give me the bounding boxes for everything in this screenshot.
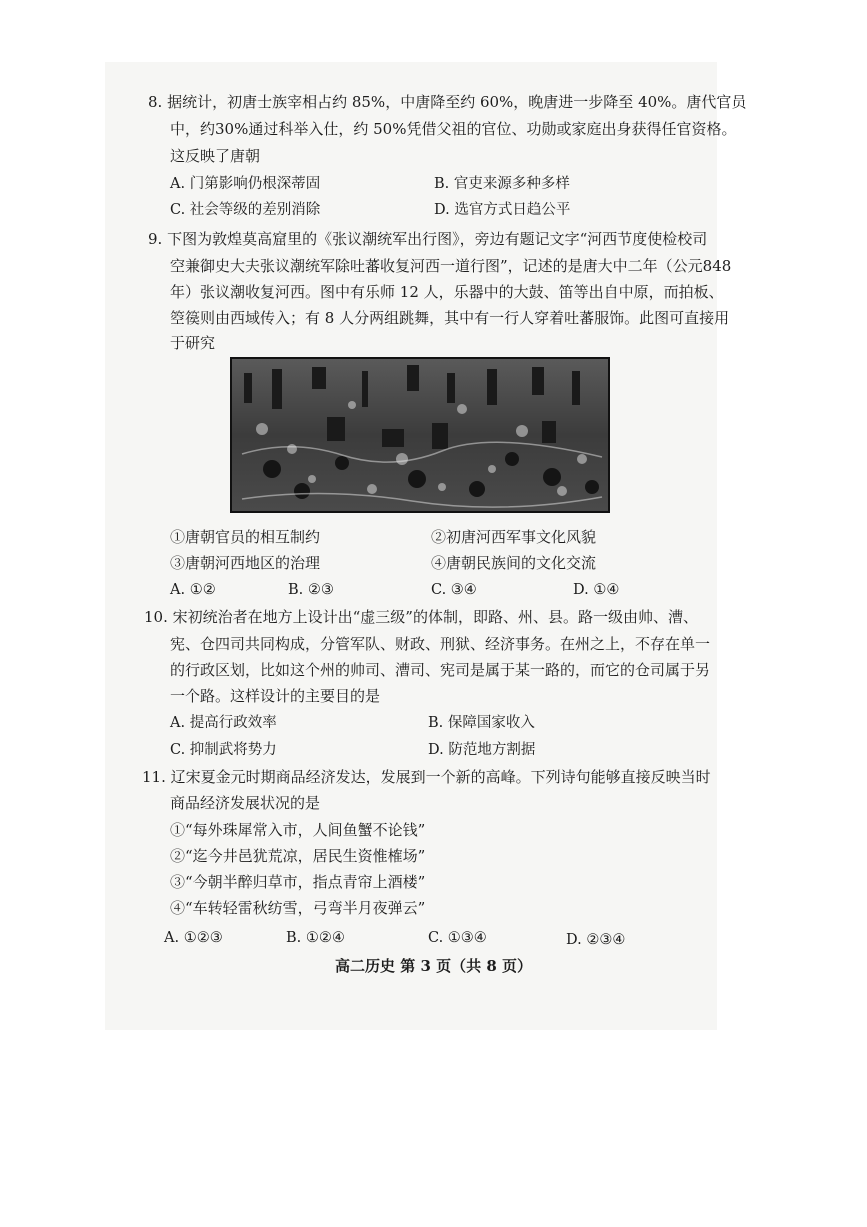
question-9-option-b: B. ②③ [288, 582, 334, 598]
question-10-option-c: C. 抑制武将势力 [170, 742, 277, 758]
question-9-item-1: ①唐朝官员的相互制约 [170, 528, 321, 546]
question-8-stem-line-2: 中，约30%通过科举入仕，约 50%凭借父祖的官位、功勋或家庭出身获得任官资格。 [170, 120, 737, 138]
question-10-option-d: D. 防范地方割据 [428, 742, 536, 758]
page-footer: 高二历史 第 3 页（共 8 页） [335, 957, 532, 975]
question-9-item-3: ③唐朝河西地区的治理 [170, 554, 321, 572]
question-9-item-2: ②初唐河西军事文化风貌 [431, 528, 597, 546]
question-11-option-a: A. ①②③ [164, 930, 223, 946]
question-8-stem-line-1: 8. 据统计，初唐士族宰相占约 85%，中唐降至约 60%，晚唐进一步降至 40%。唐代官员 [148, 93, 747, 111]
question-8-stem-line-3: 这反映了唐朝 [170, 147, 261, 165]
question-8-option-d: D. 选官方式日趋公平 [434, 202, 571, 218]
question-11-stem-line-2: 商品经济发展状况的是 [170, 794, 321, 812]
question-10-option-a: A. 提高行政效率 [170, 715, 277, 731]
question-11-item-4: ④“车转轻雷秋纺雪，弓弯半月夜弹云” [170, 899, 426, 917]
question-8-option-a: A. 门第影响仍根深蒂固 [170, 176, 321, 192]
question-11-option-d: D. ②③④ [566, 932, 626, 948]
question-8-option-b: B. 官吏来源多种多样 [434, 176, 570, 192]
question-9-item-4: ④唐朝民族间的文化交流 [431, 554, 597, 572]
question-10-stem-line-3: 的行政区划，比如这个州的帅司、漕司、宪司是属于某一路的，而它的仓司属于另 [170, 661, 711, 679]
question-11-item-2: ②“迄今井邑犹荒凉，居民生资惟榷场” [170, 847, 426, 865]
question-9-stem-line-3: 年）张议潮收复河西。图中有乐师 12 人，乐器中的大鼓、笛等出自中原，而拍板、 [170, 283, 724, 301]
question-9-stem-line-4: 箜篌则由西域传入；有 8 人分两组跳舞，其中有一行人穿着吐蕃服饰。此图可直接用 [170, 309, 730, 327]
question-8-option-c: C. 社会等级的差别消除 [170, 202, 321, 218]
question-9-stem-line-2: 空兼御史大夫张议潮统军除吐蕃收复河西一道行图”，记述的是唐大中二年（公元848 [170, 257, 732, 275]
question-10-stem-line-2: 宪、仓四司共同构成，分管军队、财政、刑狱、经济事务。在州之上，不存在单一 [170, 635, 711, 653]
question-11-option-c: C. ①③④ [428, 930, 487, 946]
question-11-option-b: B. ①②④ [286, 930, 345, 946]
question-11-item-1: ①“每外珠犀常入市，人间鱼蟹不论钱” [170, 821, 426, 839]
question-10-stem-line-4: 一个路。这样设计的主要目的是 [170, 687, 381, 705]
question-9-stem-line-1: 9. 下图为敦煌莫高窟里的《张议潮统军出行图》，旁边有题记文字“河西节度使检校司 [148, 230, 708, 248]
question-9-stem-line-5: 于研究 [170, 334, 216, 352]
mural-picture [230, 357, 610, 513]
question-9-option-c: C. ③④ [431, 582, 477, 598]
question-10-stem-line-1: 10. 宋初统治者在地方上设计出“虚三级”的体制，即路、州、县。路一级由帅、漕、 [144, 608, 698, 626]
question-9-option-a: A. ①② [170, 582, 216, 598]
question-11-stem-line-1: 11. 辽宋夏金元时期商品经济发达，发展到一个新的高峰。下列诗句能够直接反映当时 [142, 768, 711, 786]
question-10-option-b: B. 保障国家收入 [428, 715, 535, 731]
question-11-item-3: ③“今朝半醉归草市，指点青帘上酒楼” [170, 873, 426, 891]
question-9-option-d: D. ①④ [573, 582, 620, 598]
